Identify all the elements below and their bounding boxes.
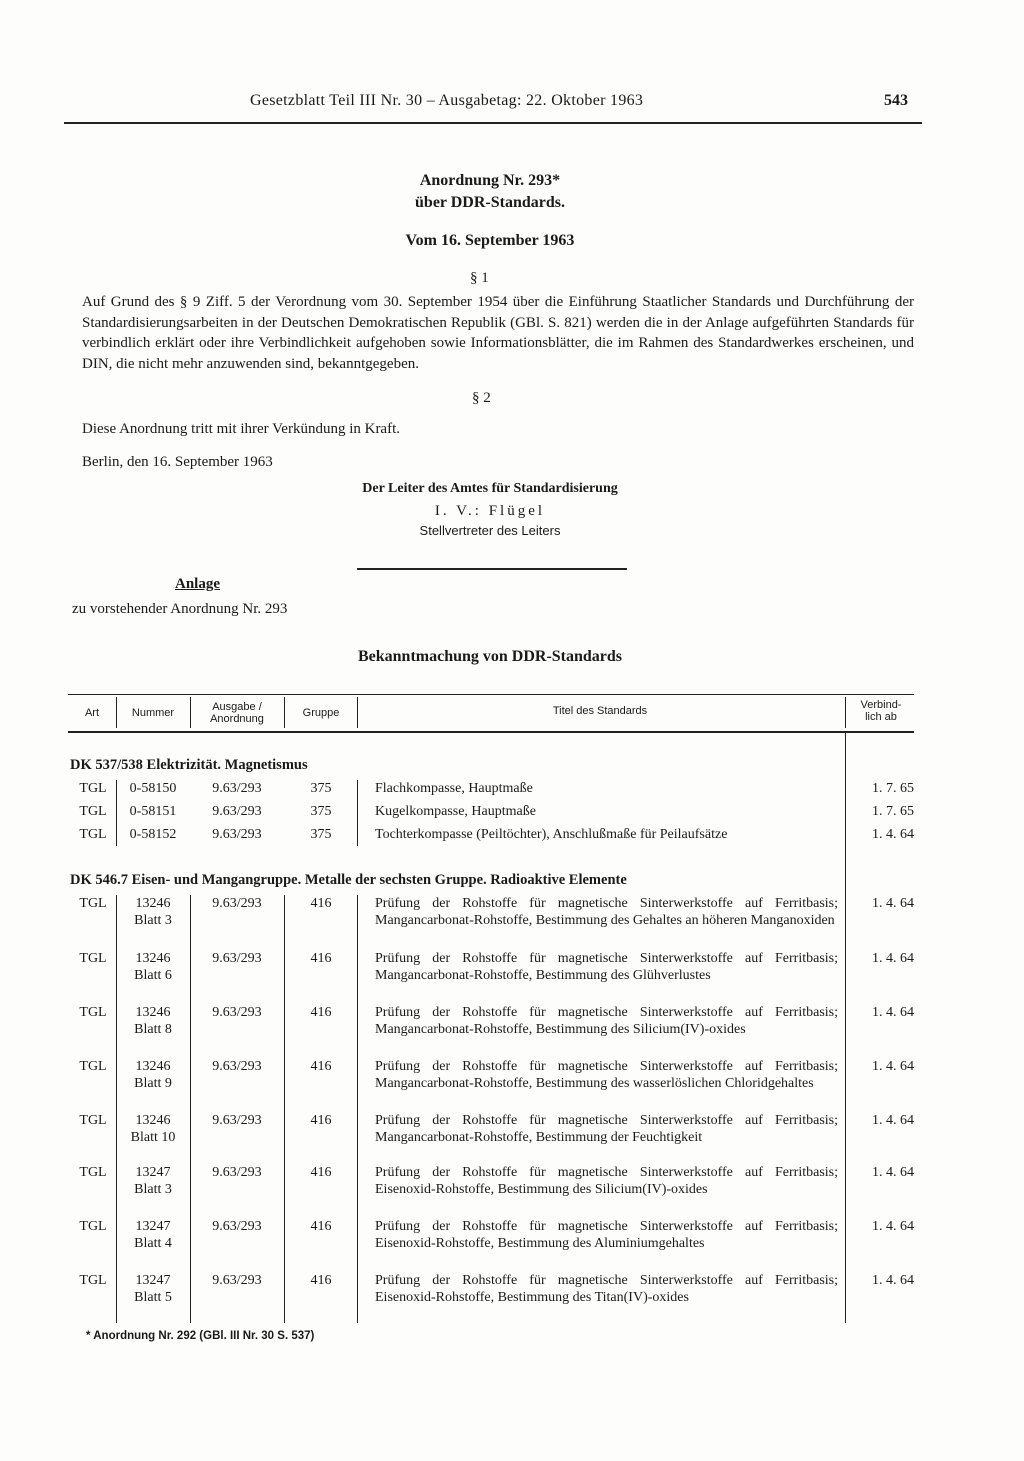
header-col-sep xyxy=(190,697,191,728)
cell-ausgabe: 9.63/293 xyxy=(212,1165,262,1180)
cell-nummer xyxy=(118,1164,188,1198)
verbindlich-col-rule xyxy=(845,733,846,1323)
cell-ausgabe: 9.63/293 xyxy=(212,1113,262,1128)
cell-gruppe: 416 xyxy=(310,1113,332,1128)
cell-nummer: 0-58151 xyxy=(129,804,177,819)
cell-art: TGL xyxy=(79,1219,107,1234)
cell-gruppe: 416 xyxy=(310,951,332,966)
cell-nummer-blatt: Blatt 10 xyxy=(130,1130,176,1145)
header-ausgabe-line2: Anordnung xyxy=(210,713,264,725)
cell-ausgabe: 9.63/293 xyxy=(212,827,262,842)
section-1-heading: § 1 xyxy=(470,270,489,286)
cell-nummer: 0-58150 xyxy=(129,781,177,796)
cell-art: TGL xyxy=(79,781,107,796)
header-titel: Titel des Standards xyxy=(552,705,648,717)
section-1-body: Auf Grund des § 9 Ziff. 5 der Verordnung vom 30. September 1954 über die Einführung Staatlicher Standards und Durchführung der Standardisierungsarbeiten in der Deutschen Demokratischen Republik (GBl. S. 821) werden die in der Anlage aufgeführten Standards für verbindlich erklärt oder ihre Verbindlichkeit aufgehoben sowie Informationsblätter, die im Rahmen des Standardwerkes erscheinen, und DIN, die nicht mehr anzuwenden sind, bekanntgegeben. xyxy=(82,294,914,372)
cell-nummer-blatt: Blatt 3 xyxy=(134,1182,172,1197)
cell-nummer-blatt: Blatt 4 xyxy=(134,1236,172,1251)
cell-ausgabe: 9.63/293 xyxy=(212,896,262,911)
footnote: * Anordnung Nr. 292 (GBl. III Nr. 30 S. 537) xyxy=(86,1330,315,1342)
cell-verbindlich: 1. 4. 64 xyxy=(872,1005,914,1020)
cell-nummer-blatt: Blatt 9 xyxy=(134,1076,172,1091)
signature-name: I. V.: Flügel xyxy=(434,503,546,519)
cell-nummer: 0-58152 xyxy=(129,827,177,842)
cell-art: TGL xyxy=(79,896,107,911)
cell-verbindlich: 1. 4. 64 xyxy=(872,1219,914,1234)
cell-art: TGL xyxy=(79,1165,107,1180)
cell-titel: Prüfung der Rohstoffe für magnetische Sinterwerkstoffe auf Ferritbasis; Eisenoxid-Rohstoffe, Bestimmung des Aluminiumgehaltes xyxy=(375,1219,838,1251)
cell-gruppe: 375 xyxy=(310,804,332,819)
cell-ausgabe: 9.63/293 xyxy=(212,1273,262,1288)
cell-verbindlich: 1. 4. 64 xyxy=(872,896,914,911)
page-number: 543 xyxy=(884,92,908,109)
cell-nummer-number: 13247 xyxy=(135,1219,171,1234)
cell-nummer-blatt: Blatt 6 xyxy=(134,968,172,983)
cell-titel: Prüfung der Rohstoffe für magnetische Sinterwerkstoffe auf Ferritbasis; Mangancarbonat-Rohstoffe, Bestimmung des Gehaltes an höheren Manganoxiden xyxy=(375,896,838,928)
annex-heading: Bekanntmachung von DDR-Standards xyxy=(357,648,623,665)
section-2-body: Diese Anordnung tritt mit ihrer Verkündung in Kraft. xyxy=(82,421,401,437)
cell-gruppe: 416 xyxy=(310,1005,332,1020)
cell-ausgabe: 9.63/293 xyxy=(212,1005,262,1020)
order-title: Anordnung Nr. 293* xyxy=(419,172,561,189)
cell-art: TGL xyxy=(79,1059,107,1074)
header-nummer: Nummer xyxy=(131,707,175,719)
cell-titel: Prüfung der Rohstoffe für magnetische Sinterwerkstoffe auf Ferritbasis; Eisenoxid-Rohstoffe, Bestimmung des Titan(IV)-oxides xyxy=(375,1273,838,1305)
cell-nummer xyxy=(118,895,188,929)
cell-gruppe: 416 xyxy=(310,1165,332,1180)
col-sep xyxy=(357,895,358,1323)
cell-nummer-number: 13246 xyxy=(135,1113,171,1128)
table-top-rule xyxy=(68,694,914,695)
cell-verbindlich: 1. 4. 64 xyxy=(872,827,914,842)
cell-titel: Kugelkompasse, Hauptmaße xyxy=(375,804,536,819)
cell-nummer xyxy=(118,1218,188,1252)
annex-title: Anlage xyxy=(175,576,220,592)
cell-verbindlich: 1. 4. 64 xyxy=(872,1273,914,1288)
group-heading-dk537: DK 537/538 Elektrizität. Magnetismus xyxy=(70,757,308,773)
cell-titel: Prüfung der Rohstoffe für magnetische Sinterwerkstoffe auf Ferritbasis; Mangancarbonat-Rohstoffe, Bestimmung der Feuchtigkeit xyxy=(375,1113,838,1145)
cell-nummer xyxy=(118,1272,188,1306)
order-date: Vom 16. September 1963 xyxy=(405,232,575,249)
cell-nummer xyxy=(118,1004,188,1038)
group-heading-dk546: DK 546.7 Eisen- und Mangangruppe. Metalle der sechsten Gruppe. Radioaktive Elemente xyxy=(70,872,627,888)
table-header-rule xyxy=(68,731,914,733)
header-col-sep xyxy=(845,697,846,728)
cell-nummer-number: 13246 xyxy=(135,1005,171,1020)
cell-gruppe: 375 xyxy=(310,781,332,796)
header-col-sep xyxy=(284,697,285,728)
col-sep xyxy=(116,780,117,846)
signature-office: Der Leiter des Amtes für Standardisierung xyxy=(362,481,618,496)
cell-verbindlich: 1. 7. 65 xyxy=(872,804,914,819)
cell-verbindlich: 1. 4. 64 xyxy=(872,1113,914,1128)
col-sep xyxy=(357,780,358,846)
header-verbindlich-line2: lich ab xyxy=(865,711,897,723)
header-col-sep xyxy=(357,697,358,728)
header-col-sep xyxy=(116,697,117,728)
cell-ausgabe: 9.63/293 xyxy=(212,804,262,819)
annex-subtitle: zu vorstehender Anordnung Nr. 293 xyxy=(72,601,288,617)
cell-nummer-number: 13247 xyxy=(135,1273,171,1288)
place-and-date: Berlin, den 16. September 1963 xyxy=(82,454,273,470)
section-2-heading: § 2 xyxy=(472,390,491,406)
cell-ausgabe: 9.63/293 xyxy=(212,781,262,796)
cell-art: TGL xyxy=(79,804,107,819)
cell-nummer-blatt: Blatt 3 xyxy=(134,913,172,928)
cell-nummer-number: 13246 xyxy=(135,951,171,966)
col-sep xyxy=(116,895,117,1323)
header-gruppe: Gruppe xyxy=(302,707,340,719)
cell-nummer-blatt: Blatt 5 xyxy=(134,1290,172,1305)
cell-titel: Prüfung der Rohstoffe für magnetische Sinterwerkstoffe auf Ferritbasis; Eisenoxid-Rohstoffe, Bestimmung des Silicium(IV)-oxides xyxy=(375,1165,838,1197)
cell-verbindlich: 1. 4. 64 xyxy=(872,951,914,966)
header-rule xyxy=(64,122,922,124)
cell-art: TGL xyxy=(79,1273,107,1288)
order-subtitle: über DDR-Standards. xyxy=(415,194,565,211)
cell-nummer-number: 13247 xyxy=(135,1165,171,1180)
cell-nummer-blatt: Blatt 8 xyxy=(134,1022,172,1037)
cell-nummer-number: 13246 xyxy=(135,1059,171,1074)
cell-gruppe: 416 xyxy=(310,1219,332,1234)
cell-verbindlich: 1. 4. 64 xyxy=(872,1165,914,1180)
cell-verbindlich: 1. 4. 64 xyxy=(872,1059,914,1074)
cell-nummer-number: 13246 xyxy=(135,896,171,911)
cell-gruppe: 375 xyxy=(310,827,332,842)
cell-gruppe: 416 xyxy=(310,1273,332,1288)
cell-titel: Tochterkompasse (Peiltöchter), Anschlußmaße für Peilaufsätze xyxy=(375,827,728,842)
cell-gruppe: 416 xyxy=(310,1059,332,1074)
cell-titel: Flachkompasse, Hauptmaße xyxy=(375,781,533,796)
cell-titel: Prüfung der Rohstoffe für magnetische Sinterwerkstoffe auf Ferritbasis; Mangancarbonat-Rohstoffe, Bestimmung des Glühverlustes xyxy=(375,951,838,983)
cell-art: TGL xyxy=(79,1005,107,1020)
col-sep xyxy=(190,895,191,1323)
header-art: Art xyxy=(84,707,100,719)
cell-art: TGL xyxy=(79,951,107,966)
cell-art: TGL xyxy=(79,827,107,842)
col-sep xyxy=(284,895,285,1323)
cell-verbindlich: 1. 7. 65 xyxy=(872,781,914,796)
running-header: Gesetzblatt Teil III Nr. 30 – Ausgabetag: 22. Oktober 1963 xyxy=(250,92,644,109)
signature-role: Stellvertreter des Leiters xyxy=(419,523,561,538)
separator-rule xyxy=(357,568,627,570)
cell-nummer xyxy=(118,1112,188,1146)
header-ausgabe-line1: Ausgabe / xyxy=(212,701,262,713)
cell-gruppe: 416 xyxy=(310,896,332,911)
header-verbindlich-line1: Verbind- xyxy=(860,699,902,711)
cell-nummer xyxy=(118,950,188,984)
cell-nummer xyxy=(118,1058,188,1092)
cell-titel: Prüfung der Rohstoffe für magnetische Sinterwerkstoffe auf Ferritbasis; Mangancarbonat-Rohstoffe, Bestimmung des wasserlöslichen Chloridgehaltes xyxy=(375,1059,838,1091)
cell-titel: Prüfung der Rohstoffe für magnetische Sinterwerkstoffe auf Ferritbasis; Mangancarbonat-Rohstoffe, Bestimmung des Silicium(IV)-oxides xyxy=(375,1005,838,1037)
cell-ausgabe: 9.63/293 xyxy=(212,1059,262,1074)
cell-ausgabe: 9.63/293 xyxy=(212,1219,262,1234)
cell-art: TGL xyxy=(79,1113,107,1128)
cell-ausgabe: 9.63/293 xyxy=(212,951,262,966)
